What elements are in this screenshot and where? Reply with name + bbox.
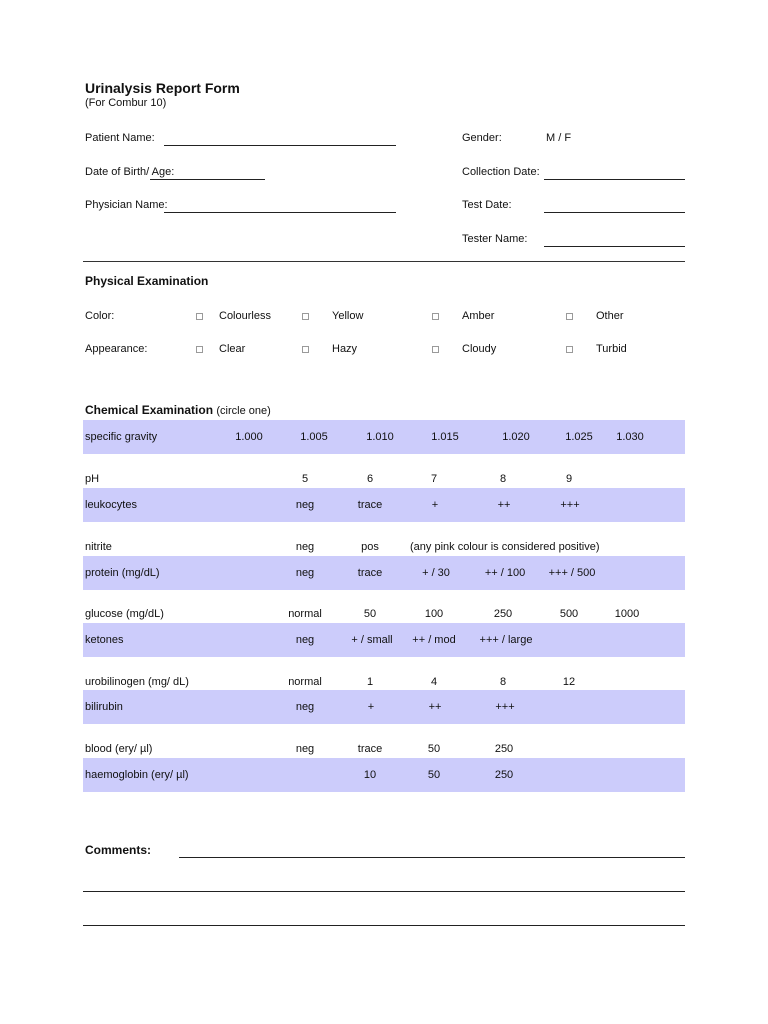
patient-name-field[interactable] [164, 145, 396, 146]
chem-value[interactable]: ++ [428, 701, 442, 713]
chem-value[interactable]: 7 [430, 473, 438, 485]
chemical-heading-text: Chemical Examination [85, 403, 214, 417]
appearance-clear-label: Clear [219, 343, 246, 355]
color-yellow-label: Yellow [332, 310, 364, 322]
appearance-cloudy-checkbox[interactable] [432, 346, 439, 353]
chem-value[interactable]: + / 30 [422, 567, 450, 579]
chem-value[interactable]: neg [295, 541, 315, 553]
chem-value[interactable]: 50 [427, 769, 441, 781]
collection-date-field[interactable] [544, 179, 685, 180]
chem-value[interactable]: 6 [366, 473, 374, 485]
chem-row-label: protein (mg/dL) [85, 567, 160, 579]
chem-value[interactable]: ++ / 100 [484, 567, 526, 579]
physical-heading: Physical Examination [85, 274, 209, 288]
chem-row-specific-gravity [83, 420, 685, 454]
appearance-turbid-checkbox[interactable] [566, 346, 573, 353]
chem-value[interactable]: neg [295, 701, 315, 713]
chem-value[interactable]: 4 [430, 676, 438, 688]
color-label: Color: [85, 310, 115, 322]
nitrite-note: (any pink colour is considered positive) [410, 541, 600, 553]
chem-row-label: nitrite [85, 541, 112, 553]
chem-row-protein [83, 556, 685, 590]
chem-value[interactable]: trace [357, 567, 383, 579]
appearance-cloudy-label: Cloudy [462, 343, 497, 355]
chem-value[interactable]: 1 [366, 676, 374, 688]
chem-value[interactable]: 10 [363, 769, 377, 781]
chem-value[interactable]: normal [288, 608, 322, 620]
chem-value[interactable]: neg [295, 634, 315, 646]
chem-value[interactable]: 50 [427, 743, 441, 755]
chem-row-label: leukocytes [85, 499, 137, 511]
chem-value[interactable]: trace [357, 743, 383, 755]
dob-label: Date of Birth/ Age: [85, 166, 175, 178]
chem-value[interactable]: 250 [494, 743, 514, 755]
chem-value[interactable]: 250 [494, 769, 514, 781]
chem-value[interactable]: +++ / 500 [548, 567, 596, 579]
gender-label: Gender: [462, 132, 502, 144]
chem-value[interactable]: 500 [559, 608, 579, 620]
chemical-heading-note: (circle one) [216, 405, 271, 417]
appearance-hazy-checkbox[interactable] [302, 346, 309, 353]
appearance-label: Appearance: [85, 343, 148, 355]
chem-value[interactable]: 1.020 [502, 431, 530, 443]
color-other-checkbox[interactable] [566, 313, 573, 320]
comments-line-2[interactable] [83, 891, 685, 892]
physician-field[interactable] [164, 212, 396, 213]
chem-row-label: haemoglobin (ery/ µl) [85, 769, 189, 781]
chem-value[interactable]: neg [295, 567, 315, 579]
chem-value[interactable]: 5 [301, 473, 309, 485]
chem-row-label: pH [85, 473, 100, 485]
test-date-label: Test Date: [462, 199, 512, 211]
chem-value[interactable]: 1000 [614, 608, 640, 620]
chem-value[interactable]: + / small [351, 634, 393, 646]
chem-row-haemoglobin [83, 758, 685, 792]
chem-row-leukocytes [83, 488, 685, 522]
chemical-heading [85, 403, 271, 417]
chem-value[interactable]: 100 [424, 608, 444, 620]
chem-value[interactable]: ++ / mod [412, 634, 456, 646]
chem-value[interactable]: + [431, 499, 439, 511]
test-date-field[interactable] [544, 212, 685, 213]
chem-row-label: blood (ery/ µl) [85, 743, 153, 755]
chem-value[interactable]: +++ / large [479, 634, 533, 646]
chem-value[interactable]: 1.000 [235, 431, 263, 443]
appearance-hazy-label: Hazy [332, 343, 358, 355]
chem-value[interactable]: normal [288, 676, 322, 688]
chem-value[interactable]: 1.005 [300, 431, 328, 443]
chem-row-bilirubin [83, 690, 685, 724]
gender-value[interactable]: M / F [546, 132, 572, 144]
dob-field[interactable] [150, 179, 265, 180]
chem-value[interactable]: 1.025 [565, 431, 593, 443]
form-subtitle: (For Combur 10) [85, 97, 167, 109]
comments-label: Comments: [85, 843, 152, 857]
comments-line-3[interactable] [83, 925, 685, 926]
chem-value[interactable]: 250 [493, 608, 513, 620]
chem-value[interactable]: 1.010 [366, 431, 394, 443]
patient-name-label: Patient Name: [85, 132, 155, 144]
chem-value[interactable]: 8 [499, 676, 507, 688]
chem-value[interactable]: 1.030 [616, 431, 644, 443]
color-other-label: Other [596, 310, 624, 322]
color-yellow-checkbox[interactable] [302, 313, 309, 320]
collection-date-label: Collection Date: [462, 166, 540, 178]
chem-value[interactable]: 9 [565, 473, 573, 485]
chem-value[interactable]: +++ [560, 499, 580, 511]
tester-field[interactable] [544, 246, 685, 247]
chem-value[interactable]: ++ [497, 499, 511, 511]
appearance-clear-checkbox[interactable] [196, 346, 203, 353]
chem-value[interactable]: +++ [495, 701, 515, 713]
color-colourless-label: Colourless [219, 310, 271, 322]
color-amber-label: Amber [462, 310, 495, 322]
chem-value[interactable]: neg [295, 743, 315, 755]
chem-value[interactable]: 12 [562, 676, 576, 688]
chem-value[interactable]: neg [295, 499, 315, 511]
comments-line-1[interactable] [179, 857, 685, 858]
chem-value[interactable]: 1.015 [431, 431, 459, 443]
chem-row-label: urobilinogen (mg/ dL) [85, 676, 189, 688]
chem-value[interactable]: 50 [363, 608, 377, 620]
section-divider [83, 261, 685, 262]
chem-row-label: glucose (mg/dL) [85, 608, 164, 620]
appearance-turbid-label: Turbid [596, 343, 627, 355]
tester-label: Tester Name: [462, 233, 528, 245]
chem-value[interactable]: 8 [499, 473, 507, 485]
chem-value[interactable]: + [367, 701, 375, 713]
physician-label: Physician Name: [85, 199, 168, 211]
chem-row-ketones [83, 623, 685, 657]
chem-row-label: bilirubin [85, 701, 123, 713]
chem-row-label: ketones [85, 634, 124, 646]
chem-value[interactable]: trace [357, 499, 383, 511]
chem-row-label: specific gravity [85, 431, 158, 443]
color-colourless-checkbox[interactable] [196, 313, 203, 320]
chem-value[interactable]: pos [361, 541, 379, 553]
color-amber-checkbox[interactable] [432, 313, 439, 320]
form-title: Urinalysis Report Form [85, 80, 240, 96]
